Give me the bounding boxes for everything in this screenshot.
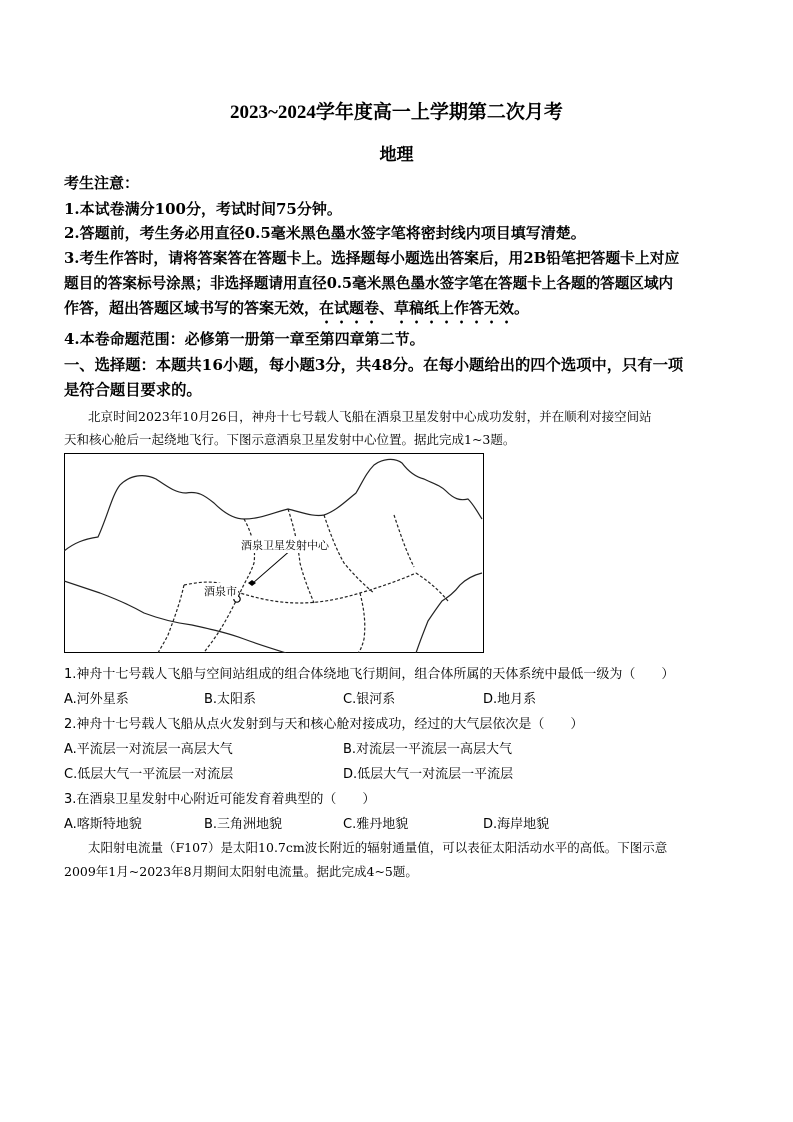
question-2-option-b[interactable]: B.对流层一平流层一高层大气 — [343, 742, 513, 757]
map-label-launch-center: 酒泉卫星发射中心 — [241, 539, 329, 552]
jiuquan-location-map — [64, 453, 484, 653]
map-frame — [65, 454, 484, 653]
exam-title: 2023~2024学年度高一上学期第二次月考 — [230, 102, 563, 123]
question-3-stem: 3.在酒泉卫星发射中心附近可能发育着典型的（ ） — [64, 792, 376, 807]
question-2-option-a[interactable]: A.平流层一对流层一高层大气 — [64, 742, 233, 757]
notice-item-4: 4.本卷命题范围：必修第一册第一章至第四章第二节。 — [64, 330, 425, 348]
map-label-jiuquan-city: 酒泉市 — [204, 585, 237, 598]
question-3-option-b[interactable]: B.三角洲地貌 — [204, 817, 283, 832]
subject-title: 地理 — [379, 145, 414, 165]
question-3-option-a[interactable]: A.喀斯特地貌 — [64, 817, 142, 832]
passage-2-line-2: 2009年1月~2023年8月期间太阳射电流量。据此完成4~5题。 — [64, 864, 418, 879]
question-1-option-d[interactable]: D.地月系 — [483, 692, 537, 707]
question-1-option-a[interactable]: A.河外星系 — [64, 692, 129, 707]
question-1-option-b[interactable]: B.太阳系 — [204, 692, 257, 707]
notice-item-3-line-2: 题目的答案标号涂黑；非选择题请用直径0.5毫米黑色墨水签字笔在答题卡上各题的答题区域内 — [64, 275, 674, 292]
notice-item-2: 2.答题前，考生务必用直径0.5毫米黑色墨水签字笔将密封线内项目填写清楚。 — [64, 224, 586, 242]
question-3-option-d[interactable]: D.海岸地貌 — [483, 817, 550, 832]
notice-item-1: 1.本试卷满分100分，考试时间75分钟。 — [64, 200, 342, 218]
notice-item-3-line-1: 3.考生作答时，请将答案答在答题卡上。选择题每小题选出答案后，用2B铅笔把答题卡上对应 — [64, 250, 680, 267]
notice-item-3-line-3-part-a: 作答，超出答题区域书写的答案无效， — [64, 299, 320, 317]
question-2-stem: 2.神舟十七号载人飞船从点火发射到与天和核心舱对接成功，经过的大气层依次是（ ） — [64, 717, 584, 732]
notice-item-3-line-3 — [64, 297, 529, 327]
question-2-option-c[interactable]: C.低层大气一平流层一对流层 — [64, 767, 234, 782]
question-3-option-c[interactable]: C.雅丹地貌 — [343, 817, 409, 832]
question-2-option-d[interactable]: D.低层大气一对流层一平流层 — [343, 767, 514, 782]
passage-2-line-1: 太阳射电流量（F107）是太阳10.7cm波长附近的辐射通量值，可以表征太阳活动水平的高低。下图示意 — [88, 840, 668, 855]
section-1-instruction-line-1: 一、选择题：本题共16小题，每小题3分，共48分。在每小题给出的四个选项中，只有一项 — [64, 356, 684, 374]
section-1-instruction-line-2: 是符合题目要求的。 — [64, 381, 202, 399]
notice-heading: 考生注意： — [64, 174, 140, 192]
notice-item-3-line-3-part-c: 。 — [514, 299, 530, 317]
notice-item-3-emphasis: 在试题卷、草稿纸上作答无效 — [319, 299, 515, 317]
question-1-stem: 1.神舟十七号载人飞船与空间站组成的组合体绕地飞行期间，组合体所属的天体系统中最低一级为（ ） — [64, 667, 675, 682]
passage-1-line-1: 北京时间2023年10月26日，神舟十七号载人飞船在酒泉卫星发射中心成功发射，并在顺利对接空间站 — [88, 409, 652, 424]
map-svg — [64, 453, 484, 653]
question-1-option-c[interactable]: C.银河系 — [343, 692, 396, 707]
passage-1-line-2: 天和核心舱后一起绕地飞行。下图示意酒泉卫星发射中心位置。据此完成1~3题。 — [64, 432, 516, 447]
